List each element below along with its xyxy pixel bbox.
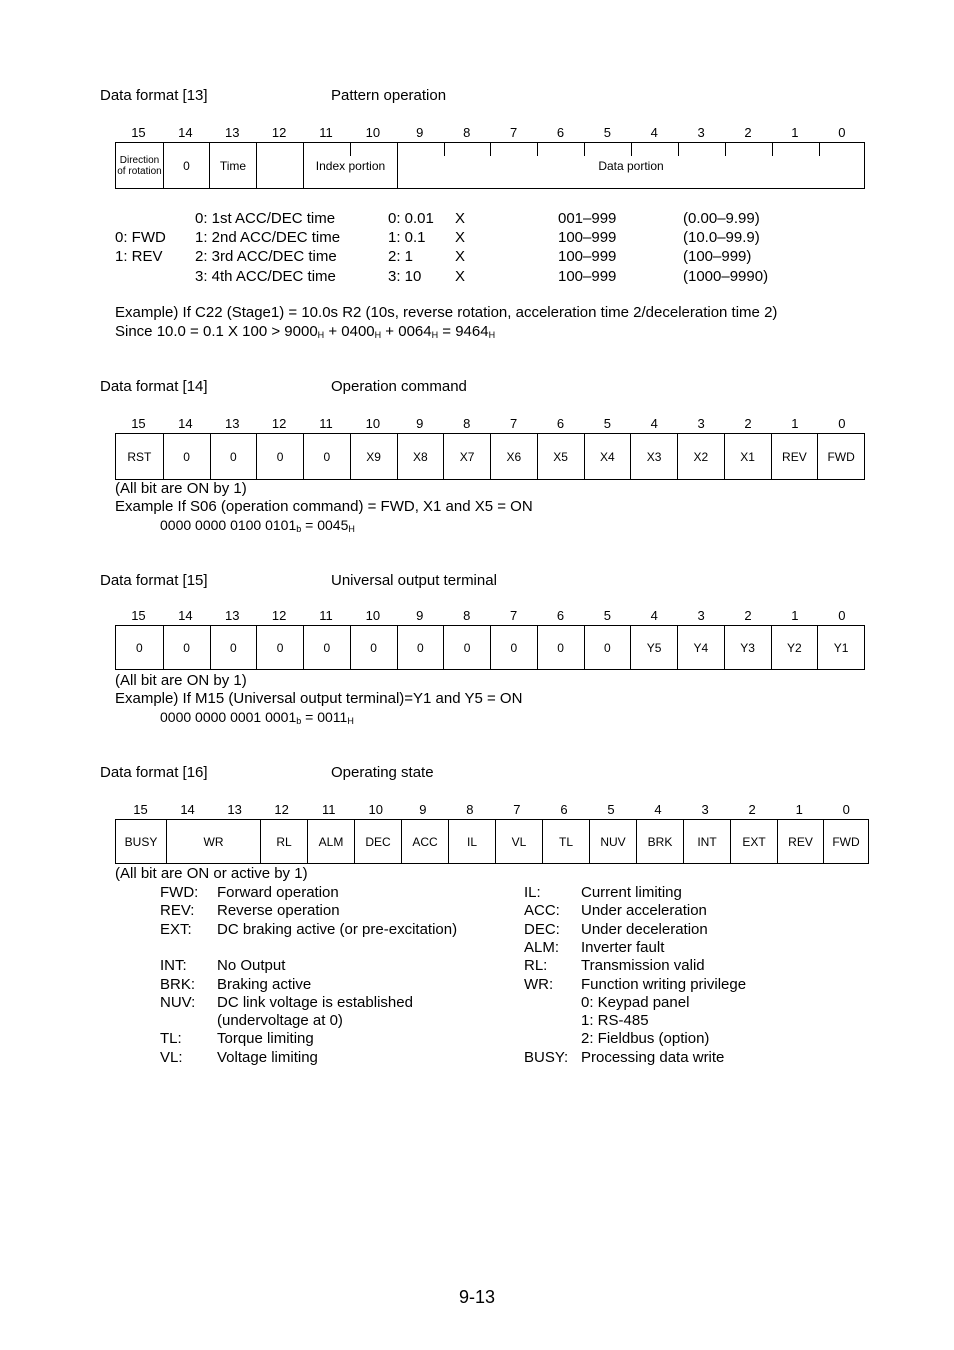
f16-cell-il: IL [448,820,495,863]
legend-row [524,884,682,902]
bit-number: 10 [365,125,381,140]
f13-cell-index: Index portion [303,143,397,188]
bit-number: 8 [466,802,474,817]
legend-value: Transmission valid [581,957,705,975]
f13-tick [490,143,491,156]
f15-cell: 0 [163,626,210,669]
bit-number: 10 [365,608,381,623]
f13-label: Data format [13] [100,87,208,104]
f15-cell: 0 [350,626,397,669]
legend-key: FWD: [160,884,199,901]
f15-cell: 0 [303,626,350,669]
legend-key: BRK: [160,975,196,993]
legend-key: NUV: [160,993,196,1011]
f13-tick [772,143,773,156]
f16-cell-wr: WR [166,820,260,863]
f15-cell: 0 [443,626,490,669]
bit-number: 8 [463,416,471,431]
legend-row [160,976,311,994]
f15-cell: 0 [210,626,257,669]
f16-register [115,819,869,864]
bit-number: 15 [133,802,148,817]
bit-number: 3 [697,125,705,140]
f16-bit-numbers [117,802,870,817]
f14-cell: 0 [256,434,303,479]
f14-title: Operation command [331,378,467,395]
legend-value: 1: RS-485 [581,1012,649,1030]
f14-cell: 0 [210,434,257,479]
bit-number: 4 [650,125,658,140]
f16-note: (All bit are ON or active by 1) [115,865,308,882]
legend-value: 0: Keypad panel [581,993,690,1011]
bit-number: 1 [791,608,799,623]
f13-cell-zero: 0 [163,143,209,188]
bit-number: 13 [227,802,242,817]
f16-cell-tl: TL [542,820,589,863]
bit-number: 0 [838,608,846,623]
bit-number: 6 [556,608,565,623]
f15-cell: 0 [584,626,631,669]
bit-number: 10 [368,802,383,817]
legend-value: 2: Fieldbus (option) [581,1030,710,1048]
legend-row [160,994,413,1012]
f16-cell-acc: ACC [401,820,448,863]
f13-index-2: 2: 1 [388,248,414,265]
bit-number: 15 [131,125,146,140]
bit-number: 12 [271,608,287,623]
legend-value: DC braking active (or pre-excitation) [217,920,458,938]
bit-number: 12 [274,802,289,817]
f14-cell: X7 [443,434,490,479]
f15-cell: Y3 [724,626,771,669]
bit-number: 7 [509,608,518,623]
f14-cell: X9 [350,434,397,479]
bit-number: 6 [556,416,565,431]
bit-number: 4 [654,802,662,817]
legend-row [160,939,217,957]
bit-number: 3 [701,802,709,817]
bit-number: 13 [224,125,240,140]
f13-index-0: 0: 0.01 [388,210,434,227]
bit-number: 15 [131,416,146,431]
f15-binary: 0000 0000 0001 $0001_b = 0011_H$ [160,709,354,726]
bit-number: 2 [744,608,752,623]
f15-cell: 0 [256,626,303,669]
f13-tick [537,143,538,156]
bit-number: 11 [319,608,333,623]
f13-cell-reserved [256,143,303,188]
page-number: 9-13 [458,1287,496,1307]
bit-number: 2 [744,416,752,431]
legend-row [524,902,707,920]
f13-data-3: 100–999 [558,268,617,285]
f14-cell: X1 [724,434,771,479]
bit-number: 14 [178,416,193,431]
f14-cell: RST [127,449,152,464]
legend-value: Forward operation [217,884,339,901]
f15-cell: Y2 [771,626,818,669]
f13-cell-direction: Direction of rotation [117,154,162,177]
f14-example: Example If S06 (operation command) = FWD, X1 and X5 = ON [115,498,533,515]
f14-bit-numbers [115,416,865,431]
bit-number: 4 [650,608,658,623]
f16-cell-vl: VL [495,820,542,863]
bit-number: 12 [271,416,287,431]
f16-cell-int: INT [683,820,730,863]
f13-time-3: 3: 4th ACC/DEC time [195,268,336,285]
legend-key: ALM: [524,938,560,956]
bit-number: 2 [748,802,756,817]
bit-number: 9 [416,416,424,431]
bit-number: 5 [607,802,615,817]
bit-number: 3 [697,416,705,431]
f16-cell-alm: ALM [307,820,354,863]
f13-index-3: 3: 10 [388,268,422,285]
legend-value: Reverse operation [217,902,340,920]
f14-label: Data format [14] [100,378,208,395]
f14-binary: 0000 0000 0100 $0101_b = 0045_H$ [160,517,355,534]
f13-tick [631,143,632,156]
f15-cell: Y5 [630,626,677,669]
bit-number: 11 [319,125,333,140]
f15-example: Example) If M15 (Universal output terminal)=Y1 and Y5 = ON [115,690,523,707]
f13-range-0: (0.00–9.99) [683,210,760,227]
bit-number: 7 [509,125,518,140]
bit-number: 14 [178,608,193,623]
f16-cell-rl: RL [260,820,307,863]
f13-direction-rev: 1: REV [115,248,163,265]
f14-cell: 0 [163,434,210,479]
legend-row [160,1049,318,1067]
f13-time-0: 0: 1st ACC/DEC time [195,210,336,227]
legend-value: Under acceleration [581,902,707,920]
legend-value: Braking active [217,975,312,993]
legend-row [160,957,285,975]
legend-value: (undervoltage at 0) [217,1012,343,1030]
bit-number: 13 [224,416,240,431]
f13-x-1: X [455,229,466,246]
bit-number: 11 [319,416,333,431]
bit-number: 1 [791,125,799,140]
legend-key: VL: [160,1048,183,1066]
legend-row [160,1030,314,1048]
bit-number: 4 [650,416,658,431]
bit-number: 9 [416,125,424,140]
bit-number: 12 [271,125,287,140]
legend-row [524,994,689,1012]
f14-note: (All bit are ON by 1) [115,480,247,497]
f13-time-1: 1: 2nd ACC/DEC time [195,229,341,246]
f13-x-0: X [455,210,466,227]
legend-row [160,1012,343,1030]
legend-value: Processing data write [581,1048,725,1066]
f13-tick [444,143,445,156]
bit-number: 14 [178,125,193,140]
f16-cell-fwd: FWD [823,820,868,863]
f13-register [115,142,865,189]
f13-example-line1: Example) If C22 (Stage1) = 10.0s R2 (10s, reverse rotation, acceleration time 2/deceleration time 2) [115,304,778,321]
legend-value: Torque limiting [217,1030,314,1048]
f14-cell: REV [771,434,818,479]
bit-number: 2 [744,125,752,140]
bit-number: 15 [131,608,146,623]
f16-cell-brk: BRK [636,820,683,863]
legend-key: DEC: [524,920,560,938]
bit-number: 0 [838,125,846,140]
legend-row [160,921,457,939]
f14-cell: X4 [584,434,631,479]
legend-value: Voltage limiting [217,1048,318,1066]
f13-tick [725,143,726,156]
f13-data-1: 100–999 [558,229,617,246]
f13-x-2: X [455,248,466,265]
f13-tick [819,143,820,156]
f16-title: Operating state [331,764,434,781]
f15-cell: Y4 [677,626,724,669]
legend-row [160,884,339,902]
f16-cell-rev: REV [777,820,823,863]
bit-number: 7 [509,416,518,431]
legend-value: Inverter fault [581,938,665,956]
legend-key: REV: [160,902,195,920]
legend-row [160,902,340,920]
bit-number: 8 [463,608,471,623]
f13-tick [584,143,585,156]
f16-cell-busy: BUSY [124,834,158,849]
f13-tick [350,143,351,156]
legend-key: TL: [160,1030,182,1048]
bit-number: 5 [603,416,611,431]
f13-cell-data: Data portion [397,143,864,188]
f15-cell: 0 [490,626,537,669]
legend-value: Under deceleration [581,920,708,938]
bit-number: 8 [463,125,471,140]
legend-value: Current limiting [581,884,682,901]
legend-row [524,921,708,939]
legend-key: ACC: [524,902,560,920]
bit-number: 13 [224,608,240,623]
bit-number: 9 [416,608,424,623]
legend-row [524,957,705,975]
legend-key: INT: [160,957,187,975]
f13-data-0: 001–999 [558,210,617,227]
f14-register [115,433,865,480]
f15-cell: 0 [537,626,584,669]
f16-label: Data format [16] [100,764,208,781]
legend-row [524,939,664,957]
bit-number: 1 [795,802,803,817]
legend-key: WR: [524,975,554,993]
bit-number: 5 [603,125,611,140]
f14-cell: X6 [490,434,537,479]
legend-row [524,976,746,994]
legend-row [524,1049,724,1067]
f13-data-2: 100–999 [558,248,617,265]
bit-number: 6 [556,125,565,140]
f14-cell: X8 [397,434,444,479]
f14-cell: X5 [537,434,584,479]
f13-bit-numbers [115,125,865,140]
f13-time-2: 2: 3rd ACC/DEC time [195,248,337,265]
f13-tick [678,143,679,156]
f16-cell-dec: DEC [354,820,401,863]
bit-number: 0 [842,802,850,817]
legend-key: EXT: [160,920,192,938]
f16-cell-nuv: NUV [589,820,636,863]
f15-cell: 0 [136,640,143,655]
legend-key: BUSY: [524,1048,569,1066]
f13-range-1: (10.0–99.9) [683,229,760,246]
legend-value: DC link voltage is established [217,993,413,1011]
f13-x-3: X [455,268,466,285]
legend-key: IL: [524,884,541,901]
f13-title: Pattern operation [331,87,447,104]
bit-number: 11 [321,802,336,817]
bit-number: 6 [560,802,568,817]
legend-value: Function writing privilege [581,975,747,993]
f13-direction-fwd: 0: FWD [115,229,166,246]
f14-cell: X3 [630,434,677,479]
f15-bit-numbers [115,608,865,623]
bit-number: 9 [419,802,427,817]
f14-cell: FWD [817,434,864,479]
f13-range-2: (100–999) [683,248,752,265]
f16-cell-ext: EXT [730,820,777,863]
f14-cell: X2 [677,434,724,479]
legend-value: No Output [217,957,286,975]
f15-label: Data format [15] [100,572,208,589]
bit-number: 1 [791,416,799,431]
bit-number: 14 [180,802,195,817]
f14-cell: 0 [303,434,350,479]
legend-row [524,1012,649,1030]
bit-number: 7 [513,802,521,817]
bit-number: 10 [365,416,381,431]
f15-register [115,625,865,670]
bit-number: 0 [838,416,846,431]
f13-cell-time: Time [209,143,256,188]
f15-title: Universal output terminal [331,572,497,589]
f15-note: (All bit are ON by 1) [115,672,247,689]
f13-index-1: 1: 0.1 [388,229,426,246]
f13-example-line2: Since 10.0 = 0.1 X $100 > 9000_H + 0400_H + 0064_H = 9464_H$ [115,323,496,340]
f15-cell: Y1 [817,626,864,669]
f15-cell: 0 [397,626,444,669]
bit-number: 5 [603,608,611,623]
bit-number: 3 [697,608,705,623]
f13-range-3: (1000–9990) [683,268,769,285]
legend-row [524,1030,709,1048]
legend-key: RL: [524,957,548,975]
